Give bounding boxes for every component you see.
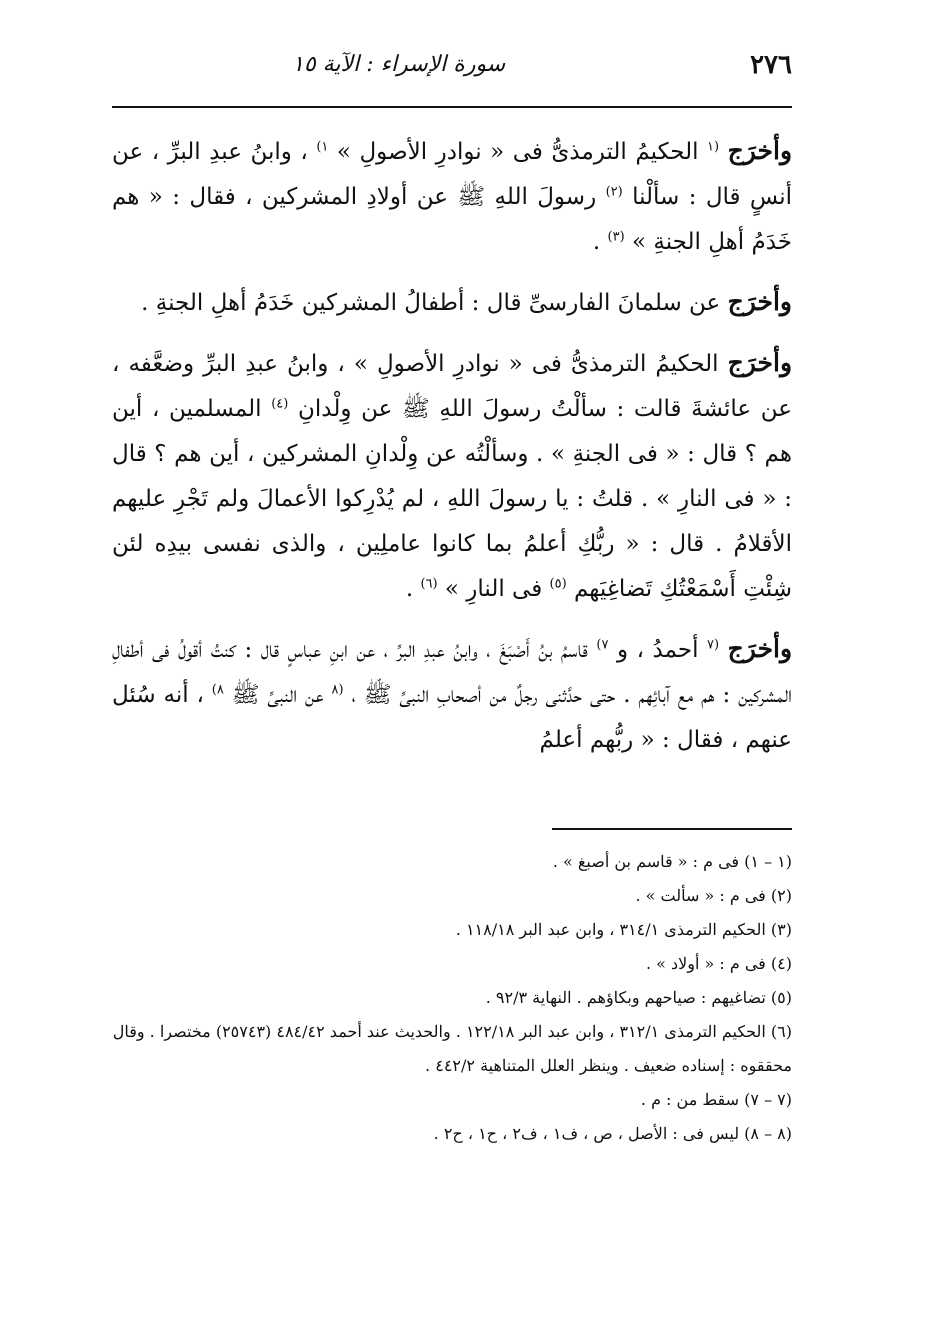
footnote-marker: (١	[707, 139, 720, 155]
footnote-marker: (٨	[331, 682, 344, 698]
footnote-8: (٨ – ٨) ليس فى : الأصل ، ص ، ف١ ، ف٢ ، ح١ ، ح٢ .	[433, 1124, 792, 1143]
paragraph-3	[112, 340, 792, 612]
footnotes	[112, 845, 792, 1151]
paragraph-text: .	[592, 229, 601, 255]
paragraph-lead: وأخرَج	[727, 634, 793, 663]
paragraph-text: أحمدُ ، و	[616, 637, 699, 663]
paragraph-text: الحكيمُ الترمذىُّ فى « نوادرِ الأصولِ »	[336, 139, 699, 165]
footnote-6: (٦) الحكيم الترمذى ٣١٢/١ ، وابن عبد البر ١٢٢/١٨ . والحديث عند أحمد ٤٨٤/٤٢ (٢٥٧٤٣) مختصرا . وقال محققوه : إسناده ضعيف . وينظر العلل المتناهية ٤٤٢/٢ .	[112, 1022, 792, 1075]
paragraph-text: قاسمُ بنُ أَصْبَغَ ، وابنُ عبدِ البرِّ ، عن ابنِ عباسٍ قال : كنتُ أقولُ فى أطفالِ المشركين : هم مع آبائِهم . حتى حدَّثنى رجلٌ من أصحابِ النبىِّ ﷺ ،	[112, 637, 793, 708]
paragraph-1	[112, 128, 792, 265]
paragraph-text: المسلمين ، أين هم ؟ قال : « فى الجنةِ » . وسألْتُه عن وِلْدانِ المشركين ، أين هم ؟ قال : « فى النارِ » . قلتُ : يا رسولَ اللهِ ، لم يُدْرِكوا الأعمالَ ولم تَجْرِ عليهم الأقلامُ . قال : « ربُّكِ أعلمُ بما كانوا عاملِين ، والذى نفسى بيدِه لئن شِئْتِ أَسْمَعْتُكِ تَضاغِيَهم	[112, 396, 792, 602]
paragraph-text: ، أنه سُئل عنهم ، فقال : « ربُّهم أعلمُ	[112, 682, 792, 753]
footnote-4: (٤) فى م : « أولاد » .	[645, 954, 792, 973]
footnote-marker: ٨)	[211, 682, 224, 698]
running-title: سورة الإسراء : الآية ١٥	[292, 52, 506, 77]
footnote-marker: (٧	[707, 637, 720, 653]
paragraph-text: عن النبىِّ ﷺ	[231, 682, 324, 708]
paragraph-lead: وأخرَج	[727, 136, 793, 165]
paragraph-text: رسولَ اللهِ ﷺ عن أولادِ المشركين ، فقال : « هم خَدَمُ أهلِ الجنةِ »	[112, 184, 792, 255]
footnote-marker: (٣)	[607, 229, 625, 245]
paragraph-text: ، وابنُ عبدِ البرِّ ، عن أنسٍ قال : سألْنا	[112, 139, 793, 210]
footnote-marker: (٥)	[549, 576, 567, 592]
footnote-marker: ١)	[316, 139, 329, 155]
paragraph-text: فى النارِ »	[444, 576, 543, 602]
footnote-2: (٢) فى م : « سألت » .	[635, 886, 792, 905]
footnote-5: (٥) تضاغيهم : صياحهم وبكاؤهم . النهاية ٩٢/٣ .	[485, 988, 792, 1007]
footnote-marker: ٧)	[596, 637, 609, 653]
book-page	[112, 40, 792, 1310]
paragraph-2	[112, 279, 792, 326]
paragraph-text: .	[405, 576, 414, 602]
header-rule	[112, 106, 792, 108]
page-number: ٢٧٦	[750, 50, 792, 80]
paragraph-text: عن سلمانَ الفارسىِّ قال : أطفالُ المشركين خَدَمُ أهلِ الجنةِ .	[141, 290, 721, 316]
footnote-marker: (٦)	[420, 576, 438, 592]
footnote-3: (٣) الحكيم الترمذى ٣١٤/١ ، وابن عبد البر ١١٨/١٨ .	[455, 920, 792, 939]
footnote-1: (١ – ١) فى م : « قاسم بن أصبغ » .	[552, 852, 792, 871]
paragraph-lead: وأخرَج	[727, 287, 792, 316]
paragraph-text: الحكيمُ الترمذىُّ فى « نوادرِ الأصولِ » ، وابنُ عبدِ البرِّ وضعَّفه ، عن عائشةَ قالت : سألْتُ رسولَ اللهِ ﷺ عن وِلْدانِ	[112, 351, 792, 422]
paragraph-4	[112, 626, 792, 763]
paragraph-lead: وأخرَج	[727, 348, 793, 377]
footnote-7: (٧ – ٧) سقط من : م .	[640, 1090, 792, 1109]
page-header	[112, 40, 792, 100]
footnote-marker: (٢)	[605, 184, 623, 200]
main-text	[112, 128, 792, 777]
footnote-rule	[552, 828, 792, 830]
footnote-marker: (٤)	[271, 396, 289, 412]
